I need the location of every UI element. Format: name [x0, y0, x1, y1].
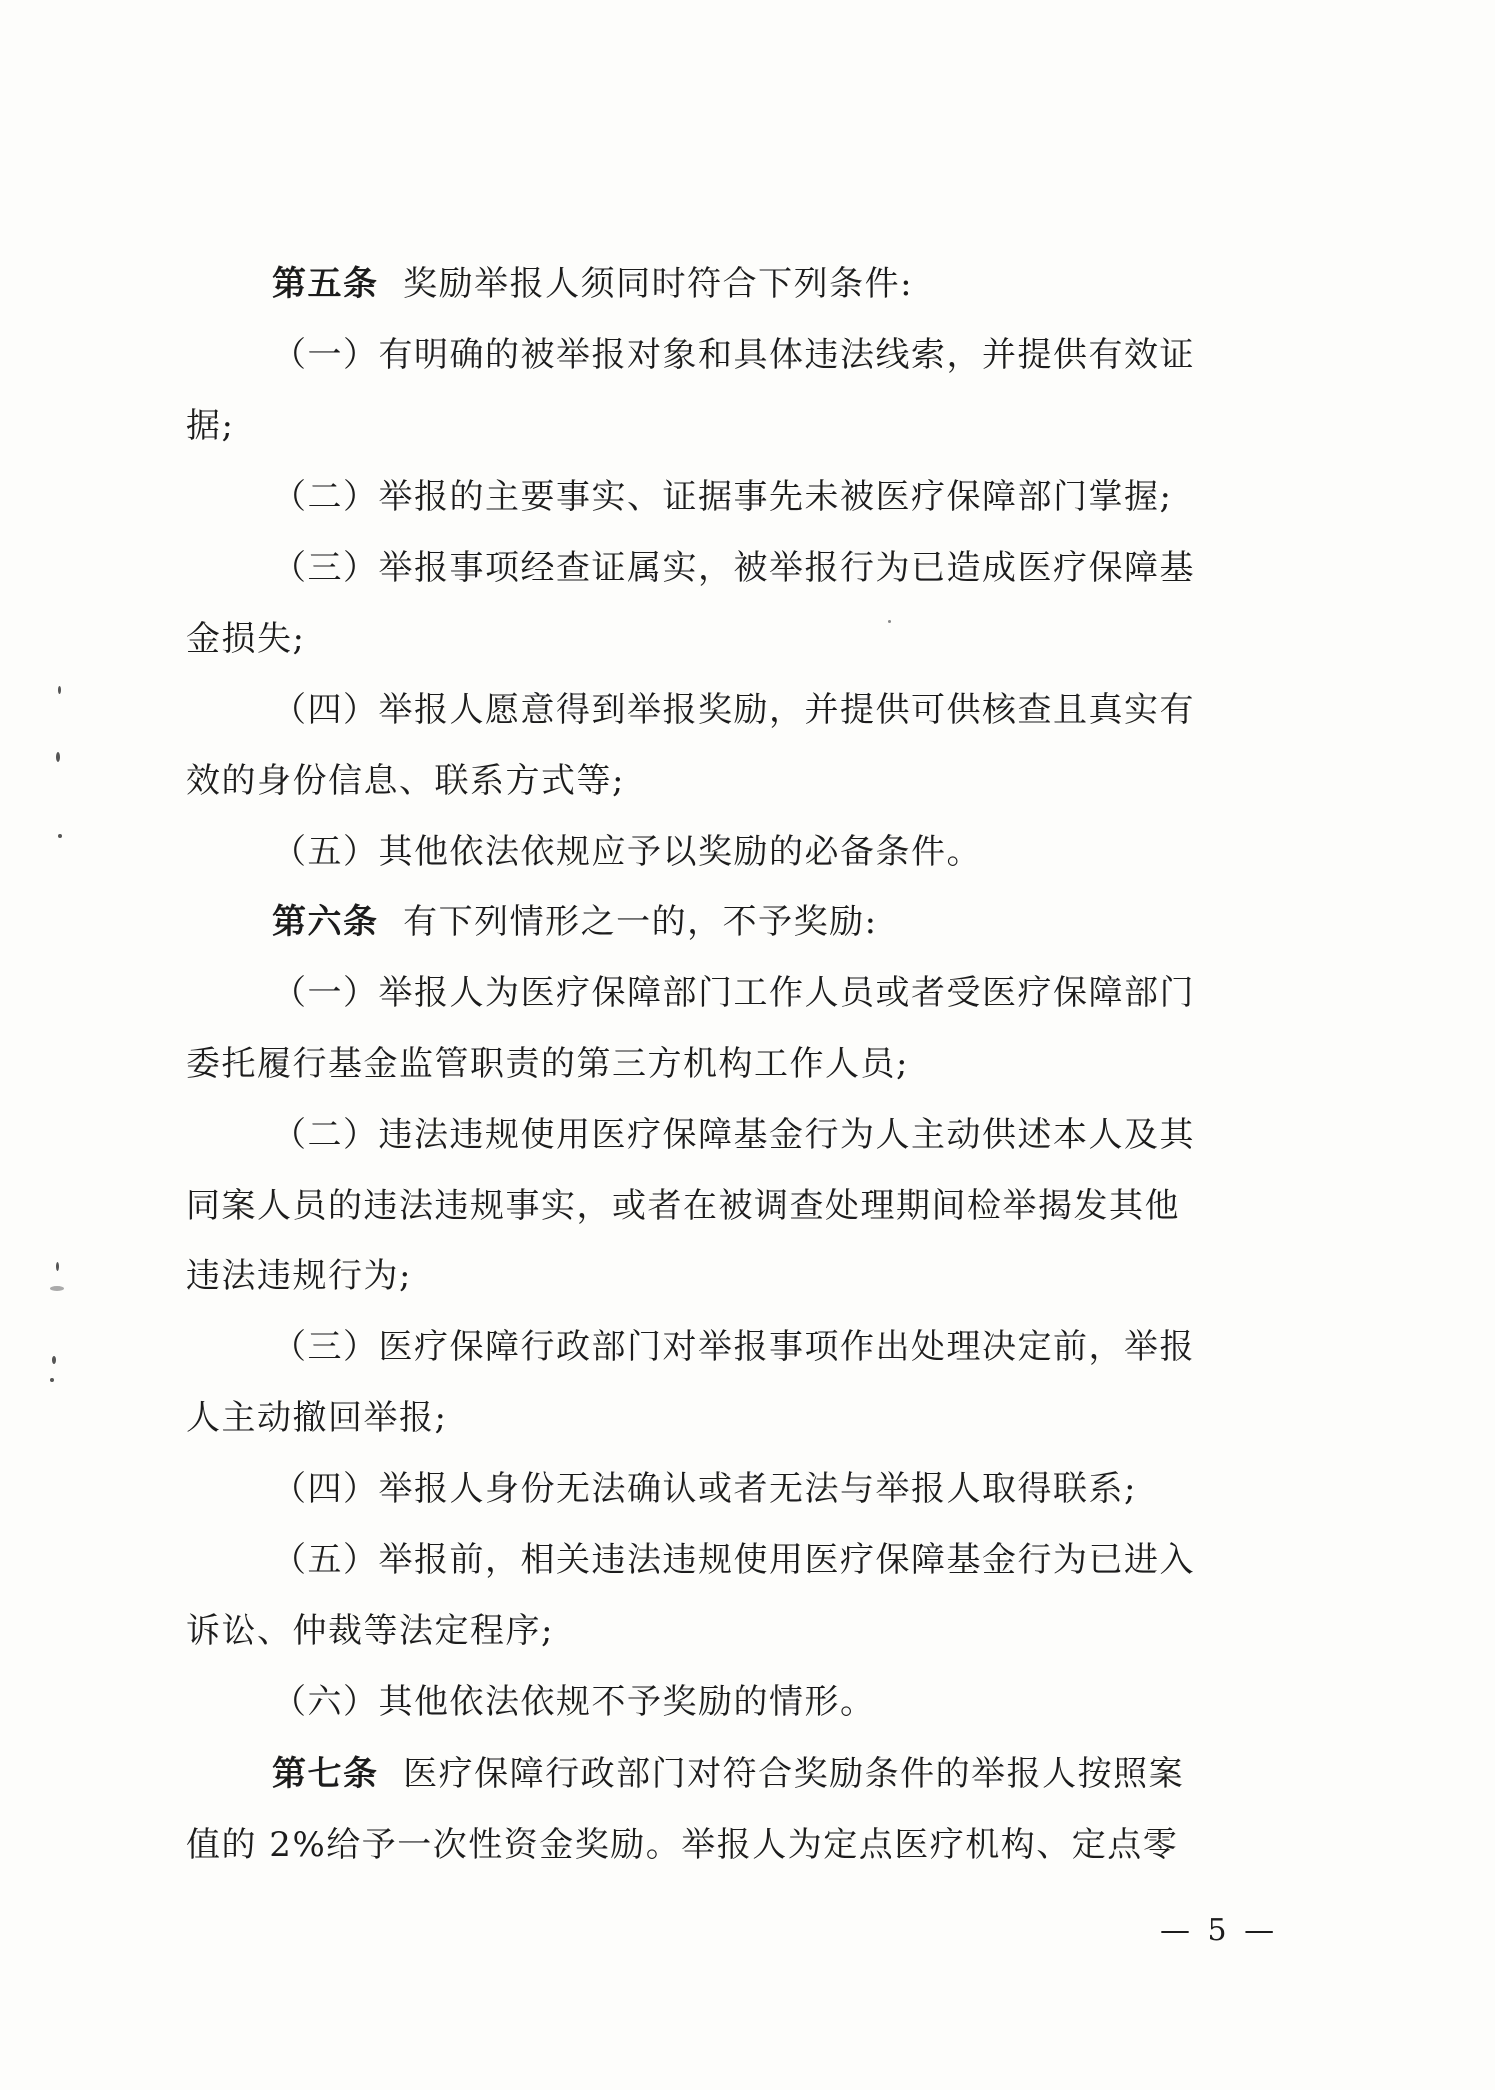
- article-6-item-2: （二）违法违规使用医疗保障基金行为人主动供述本人及其: [272, 1115, 1195, 1155]
- article-5-label: 第五条: [272, 264, 379, 304]
- scan-speck: [58, 686, 61, 694]
- scan-speck: [56, 1262, 59, 1271]
- scan-speck: [50, 1378, 54, 1382]
- article-5-item-2: （二）举报的主要事实、证据事先未被医疗保障部门掌握;: [272, 477, 1173, 517]
- article-6-item-3: （三）医疗保障行政部门对举报事项作出处理决定前，举报: [272, 1327, 1195, 1367]
- article-5-item-4-cont: 效的身份信息、联系方式等;: [186, 761, 625, 801]
- article-7-label: 第七条: [272, 1754, 379, 1794]
- article-5-item-3: （三）举报事项经查证属实，被举报行为已造成医疗保障基: [272, 548, 1195, 588]
- article-7-cont: 值的 2%给予一次性资金奖励。举报人为定点医疗机构、定点零: [186, 1825, 1179, 1865]
- article-7-text: 医疗保障行政部门对符合奖励条件的举报人按照案: [403, 1754, 1185, 1794]
- article-6-heading-line: [272, 900, 878, 944]
- article-6-text: 有下列情形之一的，不予奖励:: [403, 902, 878, 942]
- article-5-item-1: （一）有明确的被举报对象和具体违法线索，并提供有效证: [272, 335, 1195, 375]
- scan-speck: [50, 1286, 64, 1291]
- article-6-item-1-cont: 委托履行基金监管职责的第三方机构工作人员;: [186, 1044, 909, 1084]
- article-6-label: 第六条: [272, 902, 379, 942]
- scan-speck: [52, 1356, 56, 1364]
- article-5-heading-line: [272, 262, 913, 306]
- article-5-item-1-cont: 据;: [186, 406, 235, 446]
- article-5-item-4: （四）举报人愿意得到举报奖励，并提供可供核查且真实有: [272, 690, 1195, 730]
- article-6-item-5: （五）举报前，相关违法违规使用医疗保障基金行为已进入: [272, 1540, 1195, 1580]
- article-6-item-3-cont: 人主动撤回举报;: [186, 1398, 448, 1438]
- scan-speck: [888, 620, 891, 623]
- article-6-item-6: （六）其他依法依规不予奖励的情形。: [272, 1682, 876, 1722]
- page-number: — 5 —: [1160, 1913, 1279, 1948]
- scan-speck: [56, 752, 60, 762]
- article-6-item-5-cont: 诉讼、仲裁等法定程序;: [186, 1611, 554, 1651]
- article-5-item-5: （五）其他依法依规应予以奖励的必备条件。: [272, 832, 982, 872]
- article-5-text: 奖励举报人须同时符合下列条件:: [403, 264, 914, 304]
- article-6-item-2-cont-2: 违法违规行为;: [186, 1256, 412, 1296]
- article-6-item-2-cont-1: 同案人员的违法违规事实，或者在被调查处理期间检举揭发其他: [186, 1186, 1180, 1226]
- scan-speck: [58, 834, 62, 838]
- article-6-item-1: （一）举报人为医疗保障部门工作人员或者受医疗保障部门: [272, 973, 1195, 1013]
- article-5-item-3-cont: 金损失;: [186, 619, 306, 659]
- article-6-item-4: （四）举报人身份无法确认或者无法与举报人取得联系;: [272, 1469, 1137, 1509]
- article-7-heading-line: [272, 1752, 1184, 1796]
